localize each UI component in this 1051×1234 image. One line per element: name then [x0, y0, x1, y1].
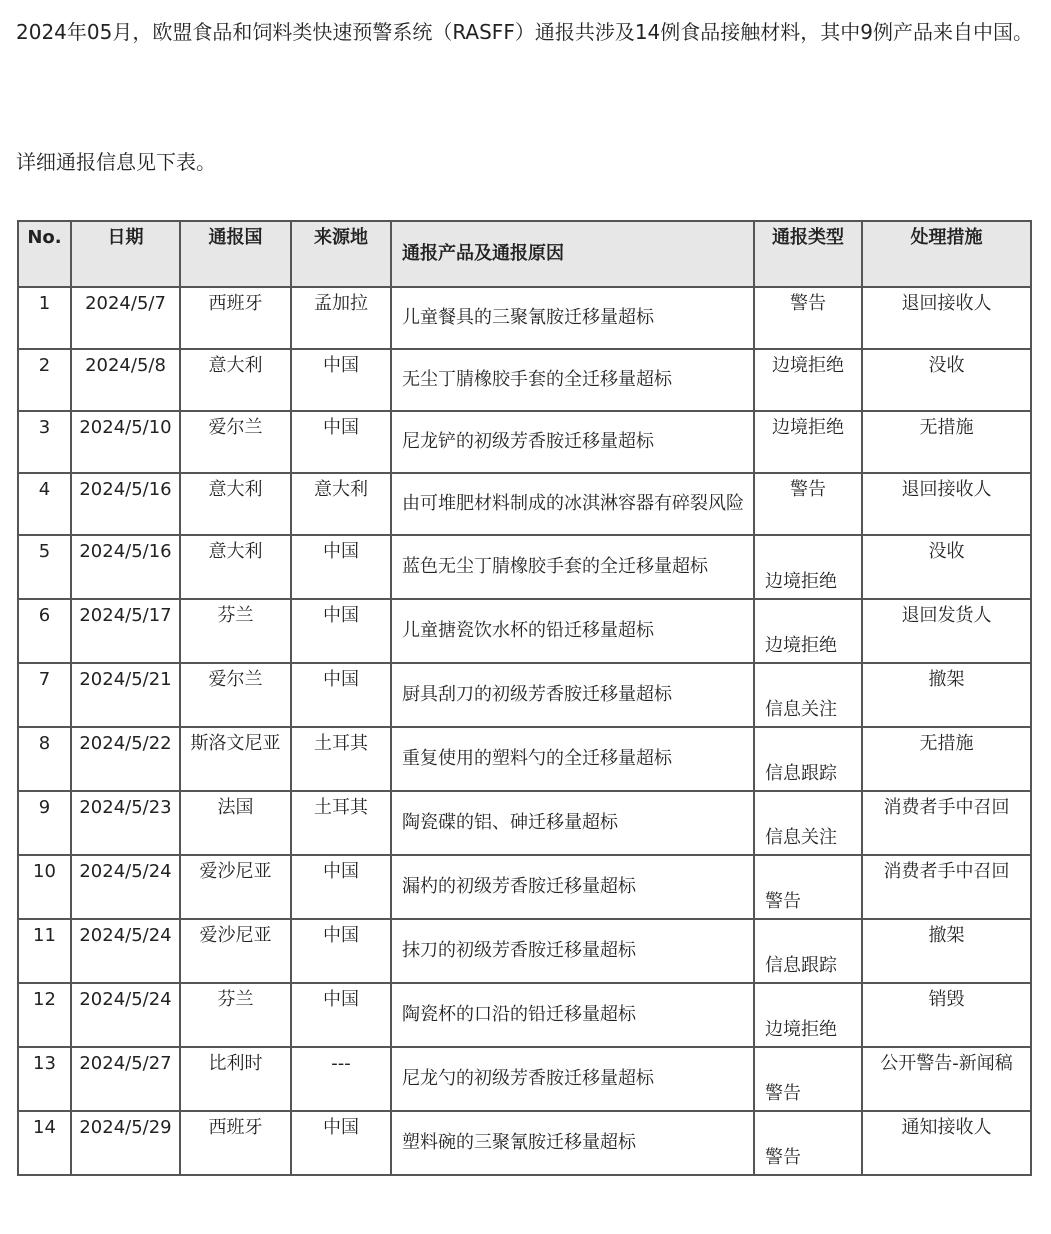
cell-no: 11: [18, 919, 71, 983]
cell-date: 2024/5/21: [71, 663, 180, 727]
cell-type: 警告: [754, 473, 862, 535]
cell-no: 9: [18, 791, 71, 855]
cell-date: 2024/5/17: [71, 599, 180, 663]
cell-origin: 孟加拉: [291, 287, 391, 349]
table-row: [18, 1111, 1031, 1175]
cell-product: 塑料碗的三聚氰胺迁移量超标: [391, 1111, 754, 1175]
cell-origin: 中国: [291, 919, 391, 983]
cell-product: 蓝色无尘丁腈橡胶手套的全迁移量超标: [391, 535, 754, 599]
cell-type: 信息关注: [754, 663, 862, 727]
cell-date: 2024/5/16: [71, 473, 180, 535]
cell-no: 14: [18, 1111, 71, 1175]
cell-origin: 土耳其: [291, 791, 391, 855]
cell-type: 警告: [754, 1111, 862, 1175]
header-measure: 处理措施: [862, 221, 1031, 287]
cell-date: 2024/5/8: [71, 349, 180, 411]
cell-country: 爱沙尼亚: [180, 919, 291, 983]
cell-date: 2024/5/10: [71, 411, 180, 473]
cell-measure: 没收: [862, 349, 1031, 411]
cell-product: 重复使用的塑料勺的全迁移量超标: [391, 727, 754, 791]
cell-origin: 中国: [291, 855, 391, 919]
cell-measure: 销毁: [862, 983, 1031, 1047]
cell-date: 2024/5/23: [71, 791, 180, 855]
cell-product: 无尘丁腈橡胶手套的全迁移量超标: [391, 349, 754, 411]
cell-product: 抹刀的初级芳香胺迁移量超标: [391, 919, 754, 983]
cell-measure: 退回接收人: [862, 287, 1031, 349]
header-country: 通报国: [180, 221, 291, 287]
cell-country: 西班牙: [180, 287, 291, 349]
cell-measure: 无措施: [862, 411, 1031, 473]
cell-product: 漏杓的初级芳香胺迁移量超标: [391, 855, 754, 919]
cell-no: 12: [18, 983, 71, 1047]
header-date: 日期: [71, 221, 180, 287]
cell-country: 法国: [180, 791, 291, 855]
table-row: [18, 599, 1031, 663]
cell-no: 10: [18, 855, 71, 919]
cell-type: 警告: [754, 287, 862, 349]
cell-origin: 中国: [291, 983, 391, 1047]
cell-product: 尼龙铲的初级芳香胺迁移量超标: [391, 411, 754, 473]
cell-measure: 通知接收人: [862, 1111, 1031, 1175]
cell-country: 芬兰: [180, 599, 291, 663]
cell-product: 陶瓷杯的口沿的铅迁移量超标: [391, 983, 754, 1047]
cell-country: 比利时: [180, 1047, 291, 1111]
cell-no: 2: [18, 349, 71, 411]
cell-measure: 公开警告-新闻稿: [862, 1047, 1031, 1111]
table-row: [18, 1047, 1031, 1111]
cell-product: 尼龙勺的初级芳香胺迁移量超标: [391, 1047, 754, 1111]
cell-type: 边境拒绝: [754, 983, 862, 1047]
header-type: 通报类型: [754, 221, 862, 287]
rasff-notification-table: [17, 220, 1032, 1176]
cell-date: 2024/5/22: [71, 727, 180, 791]
table-row: [18, 663, 1031, 727]
cell-no: 1: [18, 287, 71, 349]
table-row: [18, 727, 1031, 791]
cell-country: 爱尔兰: [180, 663, 291, 727]
table-row: [18, 791, 1031, 855]
cell-no: 3: [18, 411, 71, 473]
cell-country: 爱尔兰: [180, 411, 291, 473]
cell-country: 爱沙尼亚: [180, 855, 291, 919]
cell-type: 警告: [754, 855, 862, 919]
cell-product: 由可堆肥材料制成的冰淇淋容器有碎裂风险: [391, 473, 754, 535]
cell-country: 意大利: [180, 349, 291, 411]
cell-measure: 撤架: [862, 663, 1031, 727]
cell-country: 芬兰: [180, 983, 291, 1047]
cell-product: 厨具刮刀的初级芳香胺迁移量超标: [391, 663, 754, 727]
cell-measure: 消费者手中召回: [862, 791, 1031, 855]
cell-date: 2024/5/24: [71, 855, 180, 919]
table-row: [18, 983, 1031, 1047]
cell-country: 意大利: [180, 535, 291, 599]
cell-no: 6: [18, 599, 71, 663]
cell-no: 8: [18, 727, 71, 791]
cell-type: 边境拒绝: [754, 535, 862, 599]
header-product: 通报产品及通报原因: [391, 221, 754, 287]
cell-measure: 退回发货人: [862, 599, 1031, 663]
cell-country: 意大利: [180, 473, 291, 535]
cell-product: 儿童搪瓷饮水杯的铅迁移量超标: [391, 599, 754, 663]
cell-product: 陶瓷碟的铝、砷迁移量超标: [391, 791, 754, 855]
cell-measure: 撤架: [862, 919, 1031, 983]
intro-paragraph: 2024年05月，欧盟食品和饲料类快速预警系统（RASFF）通报共涉及14例食品接触材料，其中9例产品来自中国。: [16, 20, 1033, 44]
cell-origin: ---: [291, 1047, 391, 1111]
cell-type: 信息关注: [754, 791, 862, 855]
header-origin: 来源地: [291, 221, 391, 287]
table-row: [18, 411, 1031, 473]
table-row: [18, 287, 1031, 349]
cell-product: 儿童餐具的三聚氰胺迁移量超标: [391, 287, 754, 349]
cell-type: 警告: [754, 1047, 862, 1111]
cell-origin: 中国: [291, 349, 391, 411]
table-row: [18, 473, 1031, 535]
cell-type: 信息跟踪: [754, 727, 862, 791]
cell-measure: 无措施: [862, 727, 1031, 791]
cell-no: 5: [18, 535, 71, 599]
cell-date: 2024/5/29: [71, 1111, 180, 1175]
table-row: [18, 349, 1031, 411]
cell-measure: 退回接收人: [862, 473, 1031, 535]
cell-type: 边境拒绝: [754, 411, 862, 473]
cell-origin: 中国: [291, 599, 391, 663]
cell-no: 4: [18, 473, 71, 535]
cell-country: 斯洛文尼亚: [180, 727, 291, 791]
cell-origin: 中国: [291, 1111, 391, 1175]
cell-measure: 消费者手中召回: [862, 855, 1031, 919]
cell-origin: 中国: [291, 411, 391, 473]
cell-measure: 没收: [862, 535, 1031, 599]
cell-date: 2024/5/16: [71, 535, 180, 599]
cell-type: 边境拒绝: [754, 349, 862, 411]
table-row: [18, 855, 1031, 919]
cell-origin: 中国: [291, 663, 391, 727]
table-row: [18, 535, 1031, 599]
detail-note: 详细通报信息见下表。: [16, 150, 216, 174]
cell-origin: 土耳其: [291, 727, 391, 791]
cell-date: 2024/5/7: [71, 287, 180, 349]
cell-origin: 中国: [291, 535, 391, 599]
cell-date: 2024/5/24: [71, 983, 180, 1047]
header-no: No.: [18, 221, 71, 287]
cell-origin: 意大利: [291, 473, 391, 535]
cell-no: 7: [18, 663, 71, 727]
cell-type: 边境拒绝: [754, 599, 862, 663]
table-header-row: [18, 221, 1031, 287]
cell-date: 2024/5/27: [71, 1047, 180, 1111]
cell-country: 西班牙: [180, 1111, 291, 1175]
cell-no: 13: [18, 1047, 71, 1111]
cell-date: 2024/5/24: [71, 919, 180, 983]
table-row: [18, 919, 1031, 983]
cell-type: 信息跟踪: [754, 919, 862, 983]
